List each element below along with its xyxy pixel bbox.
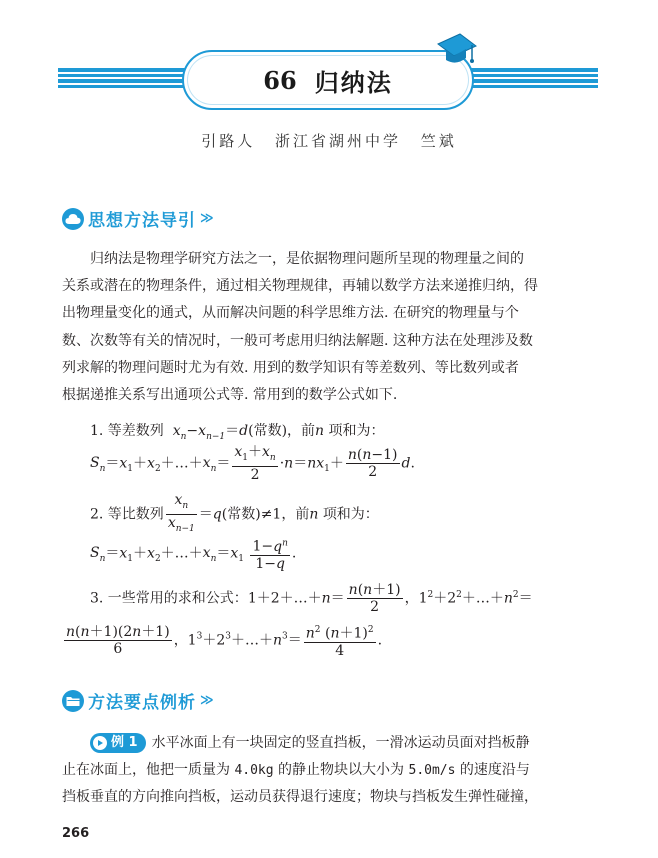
intro-line-5: 列求解的物理问题时尤为有效. 用到的数学知识有等差数列、等比数列或者 [62,359,519,376]
formula-2-condition: (常数)≠1，前 [221,506,310,523]
section-header-guide [62,206,211,231]
example-1-line-2a: 止在冰面上，他把一质量为 [62,762,235,779]
formula-2-label: 2. 等比数列 [90,506,164,523]
formula-1-intro: 1. 等差数列 $x_n-x_{n-1}=d$(常数)，前n 项和为： [90,423,385,442]
banner-stripes-left [58,68,188,90]
author-role: 引路人 [201,132,256,150]
example-1-mass: 4.0kg [234,763,274,779]
example-1-line-3: 挡板垂直的方向推向挡板，运动员获得退行速度；物块与挡板发生弹性碰撞， [62,789,538,806]
graduation-cap-icon [434,30,478,70]
section-arrow-guide: ≫ [200,211,211,226]
example-1-badge [90,733,146,753]
author-name: 竺斌 [420,132,457,150]
formula-1-sum: $S_n=x_1+x_2+\dots+x_n=$ $\frac{x_1+x_n}{2}$ $\cdot n=nx_1+$ $\frac{n(n-1)}{2}$ d. [90,444,415,483]
section-header-examples [62,688,211,713]
section-title-examples: 方法要点例析 [88,693,196,713]
example-1-line-2b: 的静止物块以大小为 [273,762,409,779]
example-1-line-1: 水平冰面上有一块固定的竖直挡板，一滑冰运动员面对挡板静 [151,735,530,751]
chapter-title: 归纳法 [314,68,393,97]
formula-2-intro: 2. 等比数列 $\frac{x_n}{x_{n-1}}$ ＝q(常数)≠1，前n 项和为： [90,492,379,534]
cloud-icon [62,208,84,230]
formula-2-tail: 项和为： [322,506,379,523]
intro-line-2: 关系或潜在的物理条件，通过相关物理规律，再辅以数学方法来递推归纳，得 [62,278,538,295]
formula-3-label: 3. 一些常用的求和公式： [90,590,248,607]
example-1-text [62,730,598,812]
formula-3-cont: $\frac{n(n+1)(2n+1)}{6}$ ，$1^3+2^3+\dots+n^3=$ $\frac{n^2 (n+1)^2}{4}$ . [66,623,383,659]
example-1-line-2c: 的速度沿与 [455,762,530,779]
section-title-guide: 思想方法导引 [88,211,196,231]
chapter-banner [182,50,474,110]
example-1-speed: 5.0m/s [408,763,456,779]
page-number: 266 [62,826,90,841]
intro-line-1: 归纳法是物理学研究方法之一，是依据物理问题所呈现的物理量之间的 [90,251,524,267]
play-icon [93,736,107,750]
intro-paragraph [62,246,598,409]
example-1-badge-label: 例 1 [111,735,138,751]
intro-line-4: 数、次数等有关的情况时，一般可考虑用归纳法解题. 这种方法在处理涉及数 [62,332,533,349]
formula-2-sum: $S_n=x_1+x_2+\dots+x_n=x_1$ $\frac{1-q^n}{1-q}$ . [90,535,296,572]
folder-icon [62,690,84,712]
author-school: 浙江省湖州中学 [274,132,401,150]
intro-line-6: 根据递推关系写出通项公式等. 常用到的数学公式如下. [62,387,398,404]
formula-1-condition: (常数)，前 [248,423,316,439]
formula-1-label: 1. 等差数列 [90,423,164,439]
chapter-number: 66 [263,65,297,95]
formula-3-intro: 3. 一些常用的求和公式：1＋2＋…＋n＝ $\frac{n(n+1)}{2}$ ，$1^2+2^2+\dots+n^2=$ [90,582,533,615]
intro-line-3: 出物理量变化的通式，从而解决问题的科学思维方法. 在研究的物理量与个 [62,305,519,322]
formula-1-tail: 项和为： [328,423,385,439]
author-line [0,130,658,151]
section-arrow-examples: ≫ [200,693,211,708]
banner-stripes-right [468,68,598,90]
